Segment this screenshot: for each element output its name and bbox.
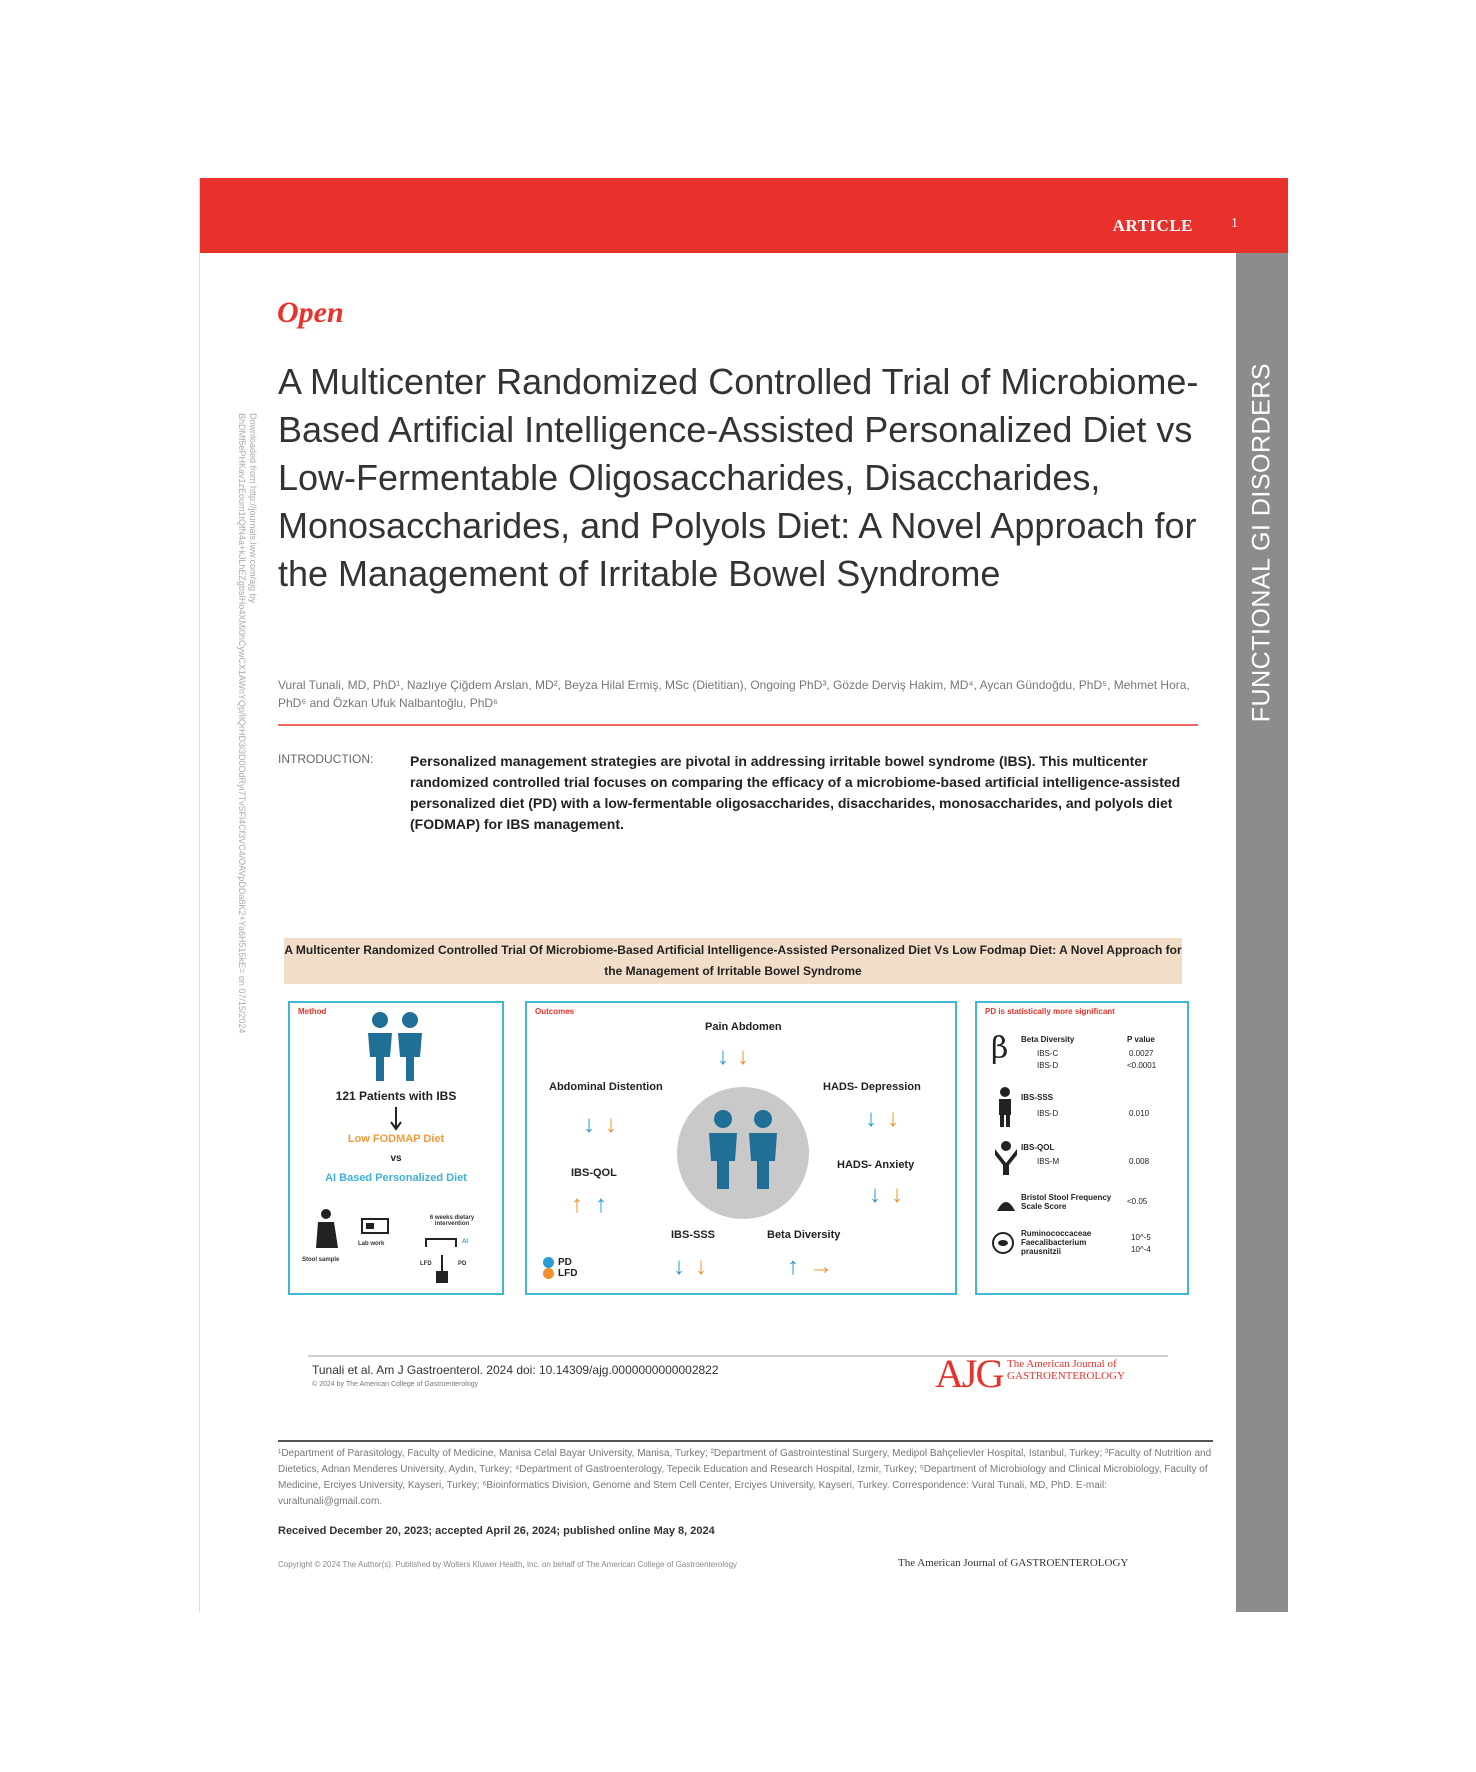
- arrow-down-icon: ↓: [887, 1105, 899, 1132]
- sss-sub-label: IBS-D: [1037, 1109, 1059, 1118]
- article-title: A Multicenter Randomized Controlled Trial of Microbiome-Based Artificial Intelligence-Assisted Personalized Diet vs Low-Fermentable Oligosaccharides, Disaccharides, Monosaccharides, and Polyols Diet: A Novel Approach for the Management of Irritable Bowel Syndrome: [278, 361, 1199, 594]
- author-list: Vural Tunali, MD, PhD¹, Nazlıye Çiğdem Arslan, MD², Beyza Hilal Ermiş, MSc (Dietitian), Ongoing PhD³, Gözde Derviş Hakim, MD⁴, Aycan Gündoğdu, PhD⁵, Mehmet Hora, PhD⁶ and Özkan Ufuk Nalbantoğlu, PhD⁶: [278, 678, 1190, 710]
- lab-icon: [360, 1215, 390, 1239]
- p-value-header: P value: [1127, 1035, 1155, 1044]
- p-value-5: <0.05: [1127, 1197, 1148, 1206]
- introduction-heading: INTRODUCTION:: [278, 752, 374, 766]
- arrow-up-icon: ↑: [787, 1253, 799, 1280]
- outcomes-tag: Outcomes: [535, 1007, 575, 1016]
- lab-label: Lab work: [358, 1241, 385, 1247]
- arrow-down-icon: ↓: [695, 1253, 707, 1280]
- ai-diet-label: AI Based Personalized Diet: [325, 1172, 467, 1184]
- low-fodmap-label: Low FODMAP Diet: [347, 1133, 445, 1145]
- stool-icon: [995, 1193, 1017, 1213]
- qol-label: IBS-QOL: [571, 1167, 617, 1179]
- outcomes-panel: [525, 1001, 957, 1295]
- person-icon: [314, 1208, 342, 1252]
- anxiety-label: HADS- Anxiety: [837, 1159, 915, 1171]
- people-icon: [362, 1011, 428, 1083]
- qol-result-label: IBS-QOL: [1021, 1143, 1055, 1152]
- arrow-down-icon: ↓: [737, 1043, 749, 1070]
- happy-person-icon: [995, 1141, 1017, 1175]
- ibs-c-label: IBS-C: [1037, 1049, 1059, 1058]
- citation-text: Tunali et al. Am J Gastroenterol. 2024 doi: 10.14309/ajg.0000000000002822: [312, 1363, 719, 1377]
- arrow-up-icon: ↑: [571, 1191, 583, 1218]
- depression-label: HADS- Depression: [823, 1081, 921, 1093]
- intervention-label: 6 weeks dietary intervention: [429, 1215, 475, 1227]
- arrow-down-icon: ↓: [717, 1043, 729, 1070]
- introduction-text: Personalized management strategies are pivotal in addressing irritable bowel syndrome (IBS). This multicenter randomized controlled trial focuses on comparing the efficacy of a microbiome-based artificial intelligence-assisted personalized diet (PD) with a low-fermentable oligosaccharides, disaccharides, monosaccharides, and polyols diet (FODMAP) for IBS management.: [410, 753, 1181, 832]
- page-number: 1: [1231, 216, 1238, 231]
- p-value-7: 10^-4: [1131, 1245, 1151, 1254]
- qol-sub-label: IBS-M: [1037, 1157, 1060, 1166]
- section-sidebar: [1236, 253, 1288, 1612]
- arrow-down-icon: ↓: [869, 1181, 881, 1208]
- legend-pd-label: PD: [558, 1257, 572, 1269]
- article-page: [199, 178, 1288, 1612]
- arrow-down-icon: ↓: [865, 1105, 877, 1132]
- pain-label: Pain Abdomen: [705, 1021, 782, 1033]
- lfd-mini-label: LFD: [420, 1261, 432, 1267]
- p-value-6: 10^-5: [1131, 1233, 1151, 1242]
- p-value-3: 0.010: [1129, 1109, 1150, 1118]
- download-note: Downloaded from http://journals.lww.com/ajg by BhDMf5ePHKav1zEoum1tQfN4a+kJLhEZgbsIHo4XMi0hCywCX1AWnYQp/IlQrHD3i3D0OdRyi7TvSFl4Cf3VC4/OAVpDDa8K2+Ya6H515kE= on 07/15/2024: [237, 413, 258, 1034]
- results-tag: PD is statistically more significant: [985, 1007, 1115, 1016]
- graphical-abstract-title: A Multicenter Randomized Controlled Trial Of Microbiome-Based Artificial Intelligence-Assisted Personalized Diet Vs Low Fodmap Diet: A Novel Approach for the Management of Irritable Bowel Syndrome: [284, 938, 1182, 984]
- results-panel: [975, 1001, 1189, 1295]
- section-label: FUNCTIONAL GI DISORDERS: [1247, 363, 1276, 723]
- header-bar: [200, 178, 1288, 253]
- p-value-2: <0.0001: [1127, 1061, 1157, 1070]
- person-icon: [997, 1087, 1013, 1127]
- legend-lfd: [543, 1268, 577, 1279]
- beta-label: Beta Diversity: [767, 1229, 841, 1241]
- sss-result-label: IBS-SSS: [1021, 1093, 1054, 1102]
- arrow-down-icon: ↓: [605, 1111, 617, 1138]
- beta-icon: β: [991, 1031, 1009, 1066]
- p-value-1: 0.0027: [1129, 1049, 1154, 1058]
- copyright: Copyright © 2024 The Author(s). Published by Wolters Kluwer Health, Inc. on behalf of The American College of Gastroenterology: [278, 1560, 738, 1569]
- people-circle-icon: [675, 1085, 811, 1221]
- pd-mini-label: PD: [458, 1261, 467, 1267]
- beta-diversity-label: Beta Diversity: [1021, 1035, 1075, 1044]
- arrow-down-icon: ↓: [583, 1111, 595, 1138]
- affiliations-divider: [278, 1440, 1213, 1442]
- arrow-right-icon: →: [809, 1253, 833, 1280]
- legend: [543, 1257, 577, 1279]
- bacteria-icon: [991, 1231, 1017, 1257]
- open-access-label: Open: [277, 296, 344, 329]
- stool-sample-label: Stool sample: [302, 1257, 340, 1263]
- citation-divider: [308, 1355, 1168, 1357]
- arrow-up-icon: ↑: [595, 1191, 607, 1218]
- received-dates: Received December 20, 2023; accepted April 26, 2024; published online May 8, 2024: [278, 1525, 715, 1537]
- ajg-logo-mark: AJG: [935, 1351, 1003, 1396]
- bacteria-label: Ruminococcaceae Faecalibacterium prausnitzii: [1021, 1229, 1092, 1256]
- method-tag: Method: [298, 1007, 327, 1016]
- arrow-down-icon: ↓: [673, 1253, 685, 1280]
- distention-label: Abdominal Distention: [549, 1081, 663, 1093]
- affiliations: ¹Department of Parasitology, Faculty of Medicine, Manisa Celal Bayar University, Manisa, Turkey; ²Department of Gastrointestinal Surgery, Medipol Bahçelievler Hospital, Istanbul, Turkey; ³Faculty of Nutrition and Dietetics, Adnan Menderes University, Aydın, Turkey; ⁴Department of Gastroenterology, Tepecik Education and Research Hospital, Izmir, Turkey; ⁵Department of Microbiology and Clinical Microbiology, Faculty of Medicine, Erciyes University, Kayseri, Turkey; ⁶Bioinformatics Division, Genome and Stem Cell Center, Erciyes University, Kayseri, Turkey. Correspondence: Vural Tunali, MD, PhD. E-mail: vuraltunali@gmail.com.: [278, 1448, 1212, 1507]
- vs-label: vs: [390, 1153, 402, 1164]
- patients-label: 121 Patients with IBS: [335, 1089, 457, 1103]
- ai-mini-label: AI: [462, 1239, 468, 1245]
- arrow-down-icon: [390, 1107, 402, 1131]
- lfd-dot: [543, 1268, 554, 1279]
- arrow-down-icon: ↓: [891, 1181, 903, 1208]
- ajg-logo: [935, 1350, 1125, 1397]
- article-type-label: ARTICLE: [1112, 216, 1193, 235]
- p-value-4: 0.008: [1129, 1157, 1150, 1166]
- ibs-d-label: IBS-D: [1037, 1061, 1059, 1070]
- ajg-logo-text: The American Journal of GASTROENTEROLOGY: [1007, 1358, 1125, 1382]
- legend-pd: [543, 1257, 577, 1268]
- method-panel: [288, 1001, 504, 1295]
- bristol-label: Bristol Stool Frequency Scale Score: [1021, 1193, 1112, 1211]
- journal-name: The American Journal of GASTROENTEROLOGY: [898, 1557, 1129, 1569]
- citation-copyright: © 2024 by The American College of Gastroenterology: [312, 1381, 479, 1388]
- sss-label: IBS-SSS: [671, 1229, 716, 1241]
- pd-dot: [543, 1257, 554, 1268]
- divider: [278, 724, 1198, 726]
- legend-lfd-label: LFD: [558, 1268, 578, 1280]
